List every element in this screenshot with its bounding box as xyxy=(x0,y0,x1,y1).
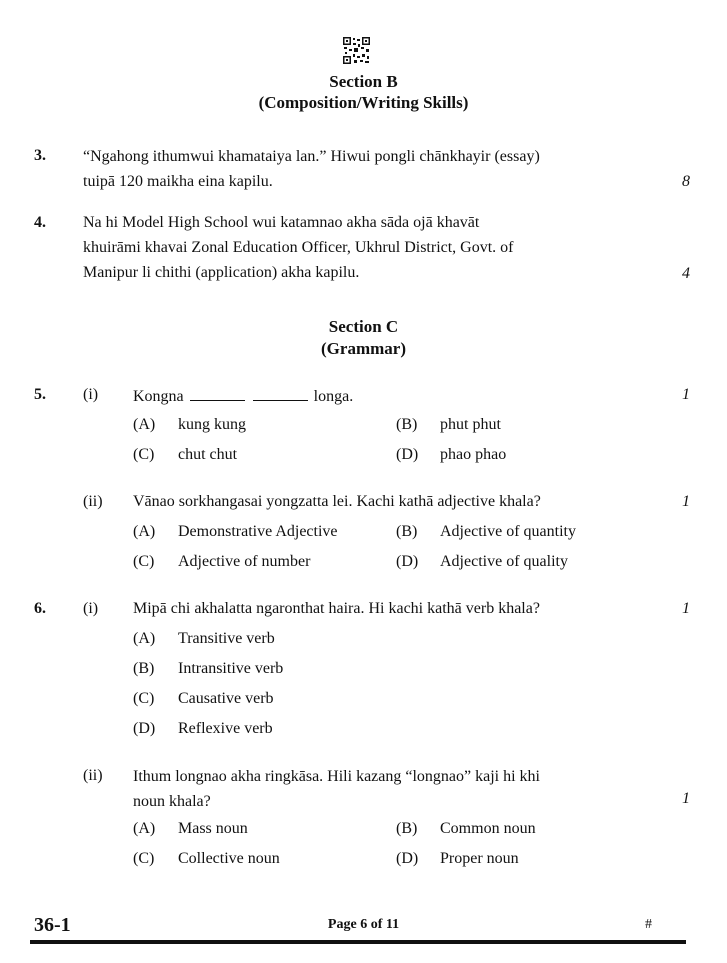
option-text: Adjective of number xyxy=(178,553,311,570)
option-label: (D) xyxy=(396,553,419,570)
option-text: Reflexive verb xyxy=(178,720,273,737)
question-6-i-label: (i) xyxy=(83,600,99,617)
question-6-number: 6. xyxy=(34,600,46,617)
option-label: (B) xyxy=(396,416,418,433)
question-4-line-1: Na hi Model High School wui katamnao akha sāda ojā khavāt xyxy=(83,214,480,231)
option-text: Demonstrative Adjective xyxy=(178,523,338,540)
question-5-i-text-after: longa. xyxy=(313,388,354,405)
footer-hash-mark: # xyxy=(645,917,652,932)
option-text: Proper noun xyxy=(440,850,519,867)
option-label: (D) xyxy=(133,720,156,737)
option-text: chut chut xyxy=(178,446,238,463)
section-c-subtitle: (Grammar) xyxy=(321,339,406,358)
option-label: (A) xyxy=(133,416,156,433)
question-4-marks: 4 xyxy=(682,265,690,282)
option-text: Causative verb xyxy=(178,690,274,707)
paper-code: 36-1 xyxy=(34,914,71,936)
option-label: (C) xyxy=(133,446,155,463)
question-5-i-marks: 1 xyxy=(682,386,690,403)
question-4-number: 4. xyxy=(34,214,46,231)
option-text: Intransitive verb xyxy=(178,660,284,677)
option-label: (B) xyxy=(396,523,418,540)
question-6-ii-line-2: noun khala? xyxy=(133,793,211,810)
option-label: (A) xyxy=(133,820,156,837)
option-label: (C) xyxy=(133,690,155,707)
option-text: phao phao xyxy=(440,446,507,463)
footer-rule xyxy=(30,940,686,944)
option-label: (A) xyxy=(133,630,156,647)
option-label: (A) xyxy=(133,523,156,540)
question-5-i-text-before: Kongna xyxy=(133,388,184,405)
option-text: phut phut xyxy=(440,416,501,433)
option-text: Adjective of quantity xyxy=(440,523,576,540)
question-4-line-3: Manipur li chithi (application) akha kapilu. xyxy=(83,264,360,281)
option-text: Common noun xyxy=(440,820,536,837)
option-label: (B) xyxy=(396,820,418,837)
question-5-i-label: (i) xyxy=(83,386,99,403)
question-5-ii-label: (ii) xyxy=(83,493,103,510)
question-6-ii-text xyxy=(133,764,654,814)
page-number: Page 6 of 11 xyxy=(327,917,400,932)
question-3-line-2: tuipā 120 maikha eina kapilu. xyxy=(83,173,273,190)
option-text: Transitive verb xyxy=(178,630,275,647)
section-b-subtitle: (Composition/Writing Skills) xyxy=(258,93,469,112)
fill-blank-1 xyxy=(190,386,245,401)
question-3-line-1: “Ngahong ithumwui khamataiya lan.” Hiwui pongli chānkhayir (essay) xyxy=(83,148,540,165)
option-text: Collective noun xyxy=(178,850,280,867)
option-label: (C) xyxy=(133,850,155,867)
question-6-i-text: Mipā chi akhalatta ngaronthat haira. Hi kachi kathā verb khala? xyxy=(133,600,540,617)
question-5-ii-text: Vānao sorkhangasai yongzatta lei. Kachi kathā adjective khala? xyxy=(133,493,541,510)
question-6-i-marks: 1 xyxy=(682,600,690,617)
section-b-title: Section B xyxy=(329,72,398,91)
option-label: (C) xyxy=(133,553,155,570)
option-label: (D) xyxy=(396,446,419,463)
option-text: kung kung xyxy=(178,416,246,433)
question-4-line-2: khuirāmi khavai Zonal Education Officer, Ukhrul District, Govt. of xyxy=(83,239,514,256)
option-text: Mass noun xyxy=(178,820,248,837)
fill-blank-2 xyxy=(253,386,308,401)
question-6-ii-label: (ii) xyxy=(83,767,103,784)
question-5-ii-marks: 1 xyxy=(682,493,690,510)
section-c-title: Section C xyxy=(328,317,399,336)
question-6-ii-line-1: Ithum longnao akha ringkāsa. Hili kazang “longnao” kaji hi khi xyxy=(133,768,540,785)
question-3-number: 3. xyxy=(34,147,46,164)
question-5-number: 5. xyxy=(34,386,46,403)
question-4-text xyxy=(83,210,654,285)
option-label: (B) xyxy=(133,660,155,677)
question-5-i-text xyxy=(133,386,353,406)
question-3-text xyxy=(83,144,654,194)
option-label: (D) xyxy=(396,850,419,867)
question-6-ii-marks: 1 xyxy=(682,790,690,807)
question-3-marks: 8 xyxy=(682,173,690,190)
option-text: Adjective of quality xyxy=(440,553,568,570)
qr-code-icon xyxy=(343,37,370,64)
